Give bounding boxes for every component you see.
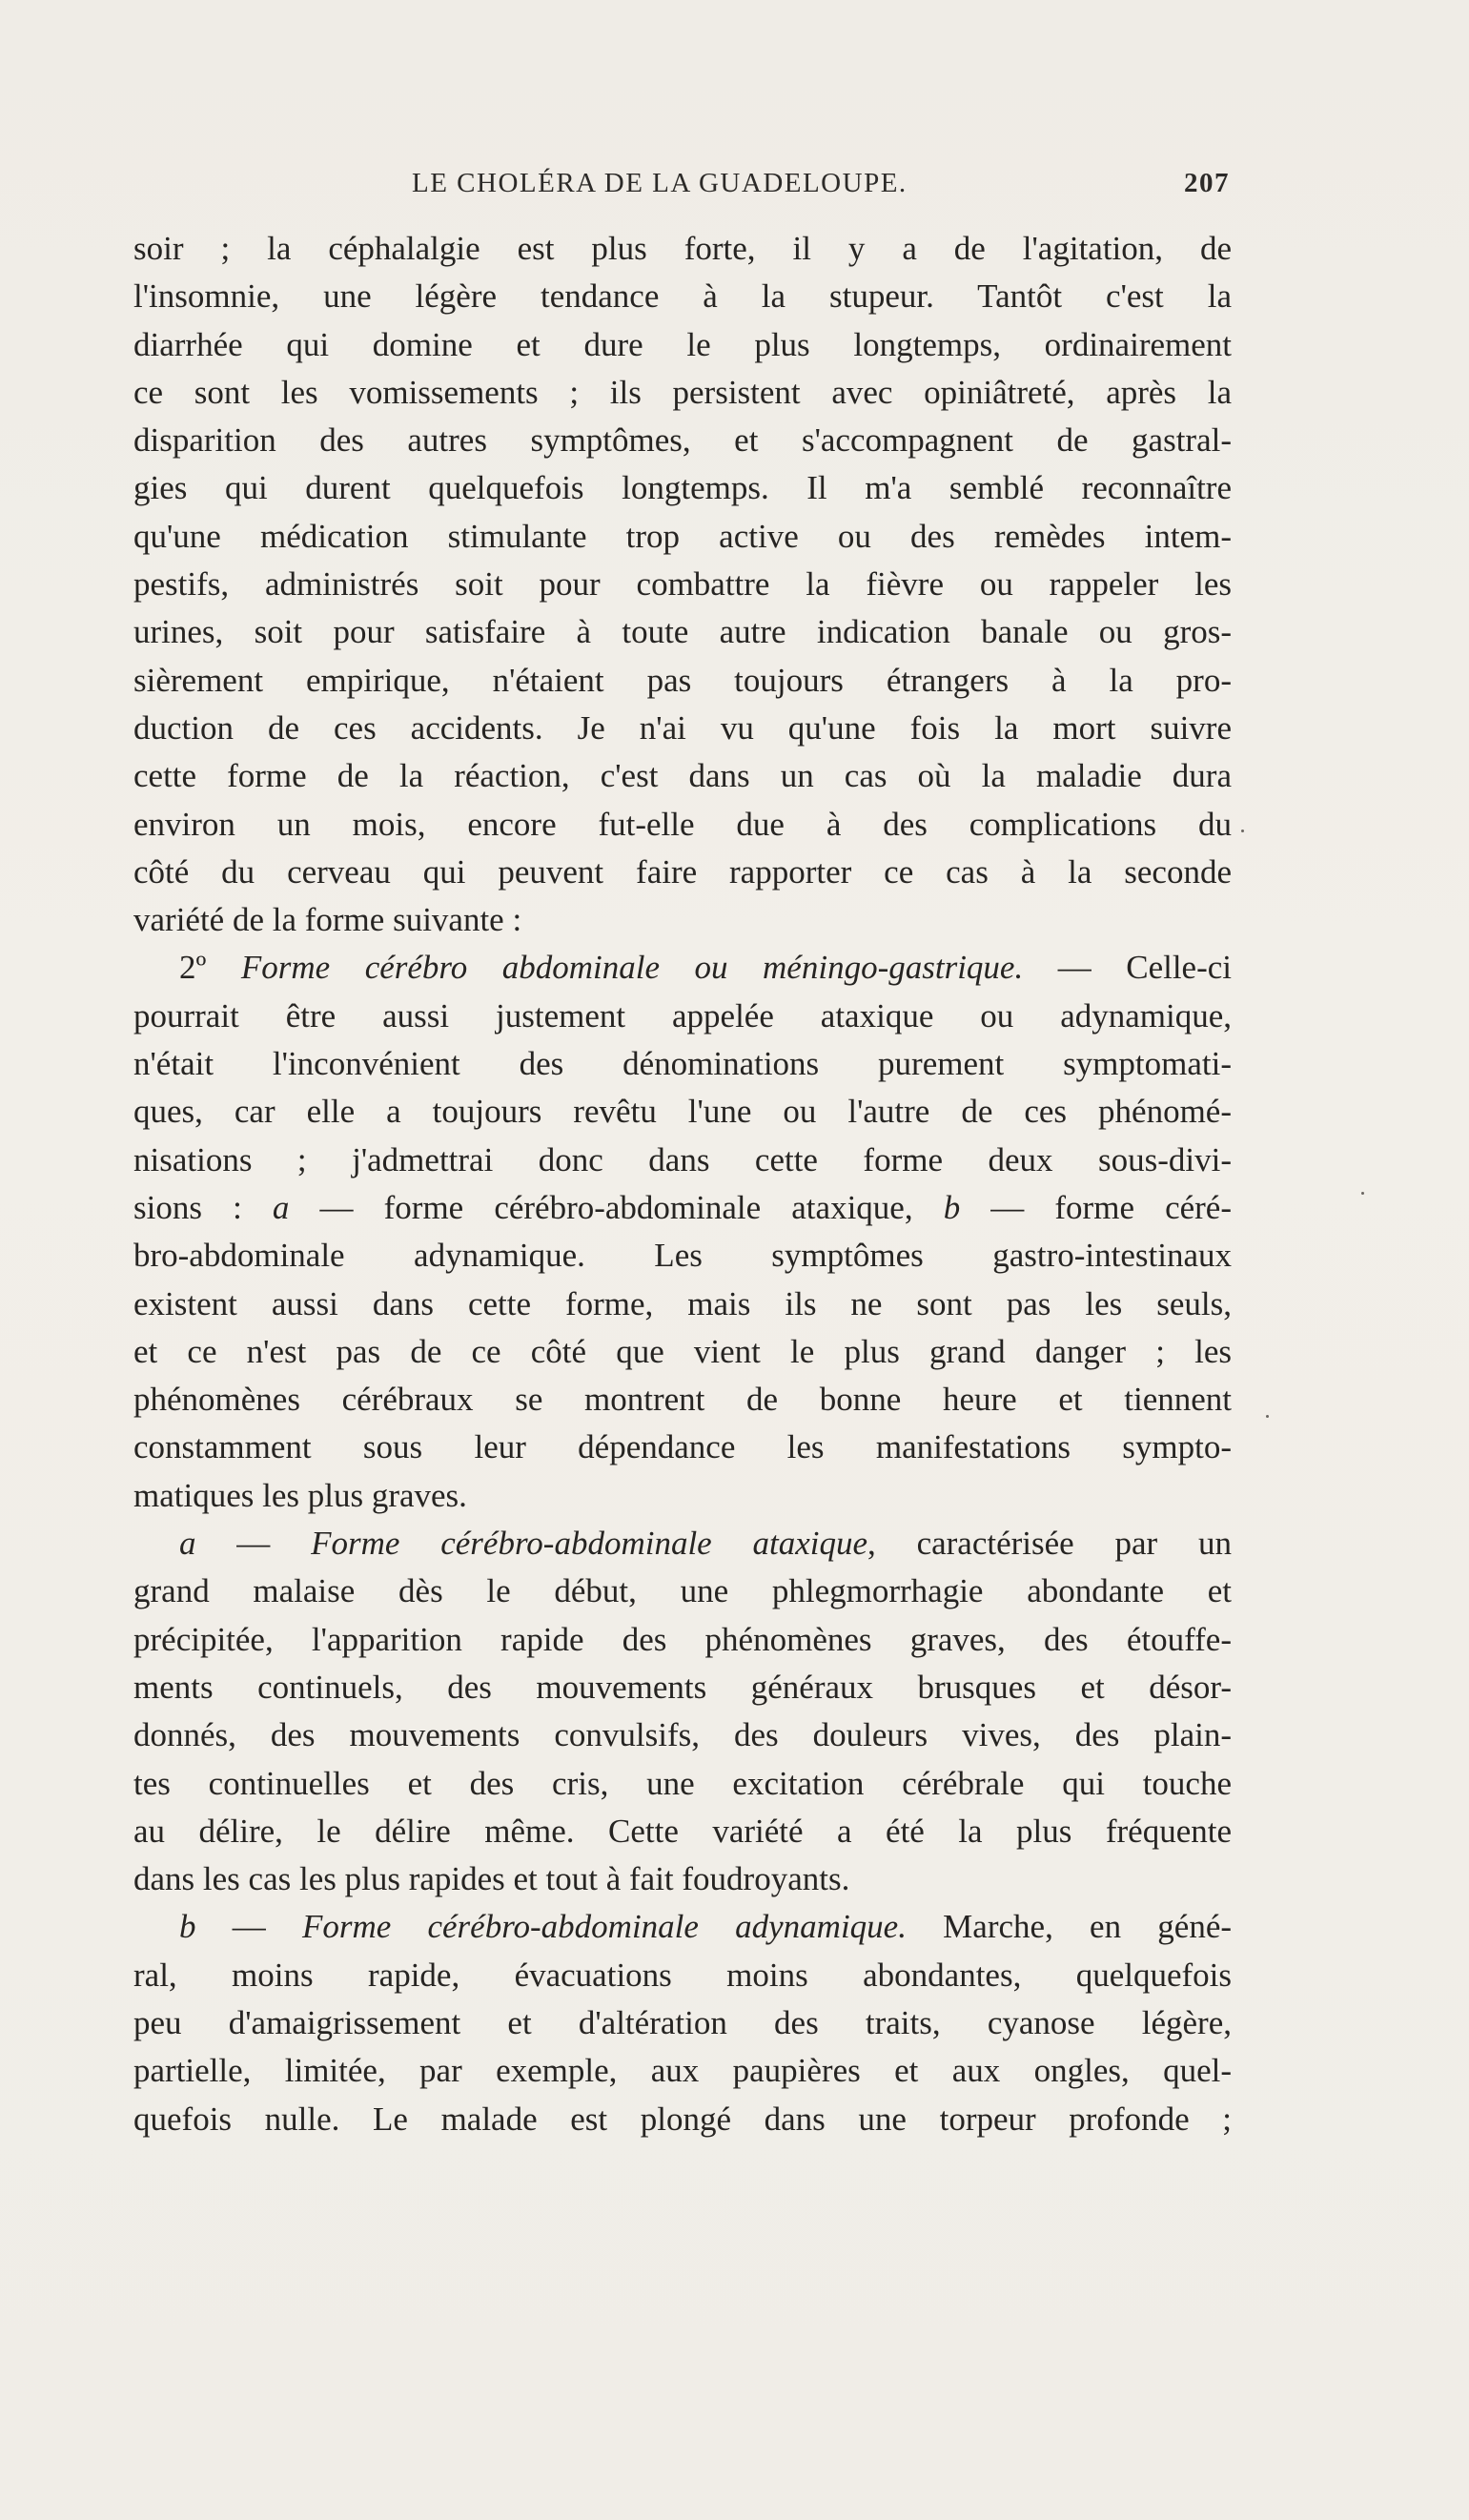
- subdivision-letter-a: a: [272, 1188, 290, 1226]
- text-line: partielle, limitée, par exemple, aux paupières et aux ongles, quel-: [133, 2052, 1232, 2090]
- text-line: précipitée, l'apparition rapide des phénomènes graves, des étouffe-: [133, 1620, 1232, 1658]
- section-title: Forme cérébro abdominale ou méningo-gastrique.: [240, 949, 1024, 987]
- text-line: peu d'amaigrissement et d'altération des traits, cyanose légère,: [133, 2003, 1232, 2041]
- text-line: ments continuels, des mouvements généraux brusques et désor-: [133, 1668, 1232, 1706]
- subdivision-letter-b: b: [179, 1908, 196, 1946]
- text-line: urines, soit pour satisfaire à toute autre indication banale ou gros-: [133, 613, 1232, 651]
- subsection-title: Forme cérébro-abdominale ataxique: [311, 1525, 868, 1563]
- text-line: l'insomnie, une légère tendance à la stupeur. Tantôt c'est la: [133, 277, 1232, 316]
- text-line: au délire, le délire même. Cette variété a été la plus fréquente: [133, 1812, 1232, 1850]
- paper-speck: [1241, 830, 1244, 832]
- text-fragment: sions :: [133, 1188, 273, 1226]
- text-line: soir ; la céphalalgie est plus forte, il y a de l'agitation, de: [133, 230, 1232, 267]
- text-line: [133, 944, 1232, 992]
- text-line: qu'une médication stimulante trop active ou des remèdes intem-: [133, 517, 1232, 555]
- text-line: nisations ; j'admettrai donc dans cette forme deux sous-divi-: [133, 1140, 1232, 1178]
- text-fragment: — forme céré-: [960, 1188, 1232, 1226]
- paragraph-2: [133, 944, 1232, 1520]
- text-line: grand malaise dès le début, une phlegmorrhagie abondante et: [133, 1572, 1232, 1610]
- text-line: donnés, des mouvements convulsifs, des douleurs vives, des plain-: [133, 1716, 1232, 1754]
- text-line: [133, 1903, 1232, 1951]
- subdivision-letter-b: b: [943, 1188, 961, 1226]
- section-number: 2º: [179, 949, 241, 987]
- text-line: duction de ces accidents. Je n'ai vu qu'une fois la mort suivre: [133, 708, 1232, 747]
- text-fragment: —: [195, 1525, 312, 1563]
- text-fragment: — forme cérébro-abdominale ataxique,: [289, 1188, 944, 1226]
- paper-speck: [1361, 1192, 1364, 1195]
- subdivision-letter-a: a: [179, 1525, 196, 1563]
- text-fragment: — Celle-ci: [1023, 949, 1232, 987]
- body-text: [133, 225, 1232, 2143]
- subsection-title: Forme cérébro-abdominale adynamique.: [301, 1908, 907, 1946]
- page-number: 207: [1184, 168, 1230, 198]
- text-line: n'était l'inconvénient des dénominations purement symptomati-: [133, 1045, 1232, 1083]
- text-line: cette forme de la réaction, c'est dans un cas où la maladie dura: [133, 757, 1232, 795]
- text-fragment: —: [195, 1908, 302, 1946]
- text-line: environ un mois, encore fut-elle due à des complications du: [133, 805, 1232, 843]
- text-line: ce sont les vomissements ; ils persistent avec opiniâtreté, après la: [133, 373, 1232, 411]
- text-line: pourrait être aussi justement appelée ataxique ou adynamique,: [133, 996, 1232, 1035]
- text-line: diarrhée qui domine et dure le plus longtemps, ordinairement: [133, 325, 1232, 363]
- text-line: gies qui durent quelquefois longtemps. Il m'a semblé reconnaître: [133, 469, 1232, 507]
- text-line: matiques les plus graves.: [133, 1476, 467, 1514]
- running-title: LE CHOLÉRA DE LA GUADELOUPE.: [412, 168, 908, 198]
- text-line: quefois nulle. Le malade est plongé dans une torpeur profonde ;: [133, 2100, 1232, 2138]
- text-line: [133, 1184, 1232, 1232]
- running-header: [135, 168, 1230, 206]
- text-line: constamment sous leur dépendance les manifestations sympto-: [133, 1428, 1232, 1466]
- text-line: disparition des autres symptômes, et s'accompagnent de gastral-: [133, 421, 1232, 460]
- paragraph-4: [133, 1903, 1232, 2142]
- text-line: bro-abdominale adynamique. Les symptômes gastro-intestinaux: [133, 1237, 1232, 1275]
- text-line: ral, moins rapide, évacuations moins abondantes, quelquefois: [133, 1956, 1232, 1994]
- text-fragment: Marche, en géné-: [906, 1908, 1232, 1946]
- text-line: et ce n'est pas de ce côté que vient le plus grand danger ; les: [133, 1332, 1232, 1370]
- text-line: ques, car elle a toujours revêtu l'une ou l'autre de ces phénomé-: [133, 1093, 1232, 1131]
- text-line: tes continuelles et des cris, une excitation cérébrale qui touche: [133, 1764, 1232, 1802]
- paragraph-1: [133, 225, 1232, 944]
- text-line: sièrement empirique, n'étaient pas toujours étrangers à la pro-: [133, 661, 1232, 699]
- text-line: dans les cas les plus rapides et tout à fait foudroyants.: [133, 1860, 850, 1898]
- text-line: existent aussi dans cette forme, mais ils ne sont pas les seuls,: [133, 1284, 1232, 1322]
- text-line: variété de la forme suivante :: [133, 901, 522, 939]
- paper-speck: [1266, 1415, 1269, 1418]
- text-fragment: , caractérisée par un: [867, 1525, 1232, 1563]
- text-line: côté du cerveau qui peuvent faire rapporter ce cas à la seconde: [133, 852, 1232, 891]
- text-line: phénomènes cérébraux se montrent de bonne heure et tiennent: [133, 1381, 1232, 1419]
- text-line: pestifs, administrés soit pour combattre la fièvre ou rappeler les: [133, 565, 1232, 604]
- paragraph-3: [133, 1520, 1232, 1903]
- text-line: [133, 1520, 1232, 1567]
